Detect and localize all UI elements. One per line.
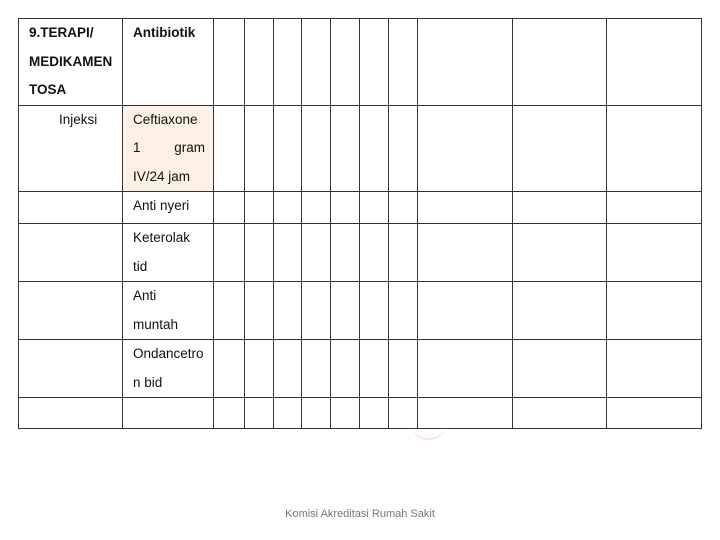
table-cell[interactable] — [513, 398, 607, 429]
table-cell[interactable] — [513, 192, 607, 224]
drug-line: n bid — [133, 374, 163, 390]
drug-line: Anti nyeri — [133, 198, 190, 213]
dose-value: 1 — [133, 140, 141, 155]
table-cell[interactable] — [331, 19, 360, 106]
table-cell[interactable] — [19, 282, 123, 340]
drug-cell — [123, 105, 214, 192]
table-cell[interactable] — [418, 192, 513, 224]
table-cell[interactable] — [513, 19, 607, 106]
drug-line: Antibiotik — [133, 25, 196, 40]
table-cell[interactable] — [214, 224, 245, 282]
drug-cell — [123, 224, 214, 282]
table-cell[interactable] — [360, 282, 389, 340]
table-cell[interactable] — [331, 282, 360, 340]
table-cell[interactable] — [274, 19, 302, 106]
table-cell[interactable] — [214, 105, 245, 192]
footer — [0, 508, 720, 520]
table-cell[interactable] — [418, 340, 513, 398]
drug-line: Ondancetro — [133, 346, 204, 361]
table-cell[interactable] — [389, 192, 418, 224]
drug-cell — [123, 282, 214, 340]
table-cell[interactable] — [418, 282, 513, 340]
table-cell[interactable] — [360, 224, 389, 282]
table-cell[interactable] — [19, 192, 123, 224]
table-cell[interactable] — [302, 105, 331, 192]
table-cell[interactable] — [245, 224, 274, 282]
route-label-cell — [19, 105, 123, 192]
table-cell[interactable] — [245, 192, 274, 224]
drug-line: Anti — [133, 288, 157, 303]
table-row — [19, 282, 702, 340]
table-cell[interactable] — [331, 192, 360, 224]
table-row — [19, 398, 702, 429]
table-cell[interactable] — [274, 398, 302, 429]
table-cell[interactable] — [418, 105, 513, 192]
table-cell[interactable] — [360, 340, 389, 398]
therapy-table — [18, 18, 702, 429]
table-cell[interactable] — [214, 19, 245, 106]
table-cell[interactable] — [19, 340, 123, 398]
table-cell[interactable] — [19, 398, 123, 429]
table-cell[interactable] — [245, 282, 274, 340]
drug-cell — [123, 340, 214, 398]
table-cell[interactable] — [302, 282, 331, 340]
table-cell[interactable] — [214, 398, 245, 429]
table-cell[interactable] — [214, 192, 245, 224]
decorative-mark — [412, 424, 446, 440]
table-cell[interactable] — [513, 224, 607, 282]
table-cell[interactable] — [513, 105, 607, 192]
label-line: TOSA — [29, 82, 67, 97]
table-cell[interactable] — [607, 105, 702, 192]
table-cell[interactable] — [389, 340, 418, 398]
table-row — [19, 340, 702, 398]
drug-cell — [123, 192, 214, 224]
table-cell[interactable] — [214, 340, 245, 398]
drug-line-justified — [133, 134, 213, 163]
table-cell[interactable] — [274, 105, 302, 192]
table-cell[interactable] — [607, 224, 702, 282]
drug-line: muntah — [133, 316, 179, 332]
table-row — [19, 19, 702, 106]
table-cell[interactable] — [360, 398, 389, 429]
table-cell[interactable] — [418, 19, 513, 106]
table-cell[interactable] — [274, 224, 302, 282]
table-cell[interactable] — [302, 224, 331, 282]
table-cell[interactable] — [607, 398, 702, 429]
table-cell[interactable] — [123, 398, 214, 429]
table-cell[interactable] — [331, 340, 360, 398]
table-cell[interactable] — [302, 340, 331, 398]
table-cell[interactable] — [360, 19, 389, 106]
table-row — [19, 105, 702, 192]
table-cell[interactable] — [302, 398, 331, 429]
table-cell[interactable] — [302, 192, 331, 224]
table-cell[interactable] — [19, 224, 123, 282]
table-cell[interactable] — [513, 340, 607, 398]
table-cell[interactable] — [331, 224, 360, 282]
table-cell[interactable] — [607, 19, 702, 106]
therapy-section-label — [19, 19, 123, 106]
table-cell[interactable] — [389, 224, 418, 282]
drug-line: Keterolak — [133, 230, 191, 245]
drug-line: IV/24 jam — [133, 168, 191, 184]
table-cell[interactable] — [274, 192, 302, 224]
drug-line: Ceftiaxone — [133, 111, 198, 127]
table-cell[interactable] — [245, 398, 274, 429]
table-cell[interactable] — [245, 105, 274, 192]
table-cell[interactable] — [607, 282, 702, 340]
label-line: MEDIKAMEN — [29, 53, 113, 69]
dose-unit: gram — [174, 140, 205, 155]
table-cell[interactable] — [274, 282, 302, 340]
table-row — [19, 224, 702, 282]
label-line: 9.TERAPI/ — [29, 25, 94, 40]
drug-line: tid — [133, 258, 148, 274]
table-cell[interactable] — [607, 192, 702, 224]
table-row — [19, 192, 702, 224]
table-cell[interactable] — [513, 282, 607, 340]
table-cell[interactable] — [418, 224, 513, 282]
table-cell[interactable] — [389, 105, 418, 192]
table-cell[interactable] — [214, 282, 245, 340]
table-cell[interactable] — [389, 19, 418, 106]
table-cell[interactable] — [245, 340, 274, 398]
table-cell[interactable] — [607, 340, 702, 398]
table-cell[interactable] — [331, 105, 360, 192]
footer-text: Komisi Akreditasi Rumah Sakit — [285, 508, 435, 520]
table-cell[interactable] — [245, 19, 274, 106]
table-cell[interactable] — [360, 105, 389, 192]
label-line: Injeksi — [59, 111, 98, 127]
table-cell[interactable] — [331, 398, 360, 429]
table-cell[interactable] — [274, 340, 302, 398]
table-cell[interactable] — [360, 192, 389, 224]
drug-category-cell — [123, 19, 214, 106]
table-cell[interactable] — [302, 19, 331, 106]
table-cell[interactable] — [389, 282, 418, 340]
